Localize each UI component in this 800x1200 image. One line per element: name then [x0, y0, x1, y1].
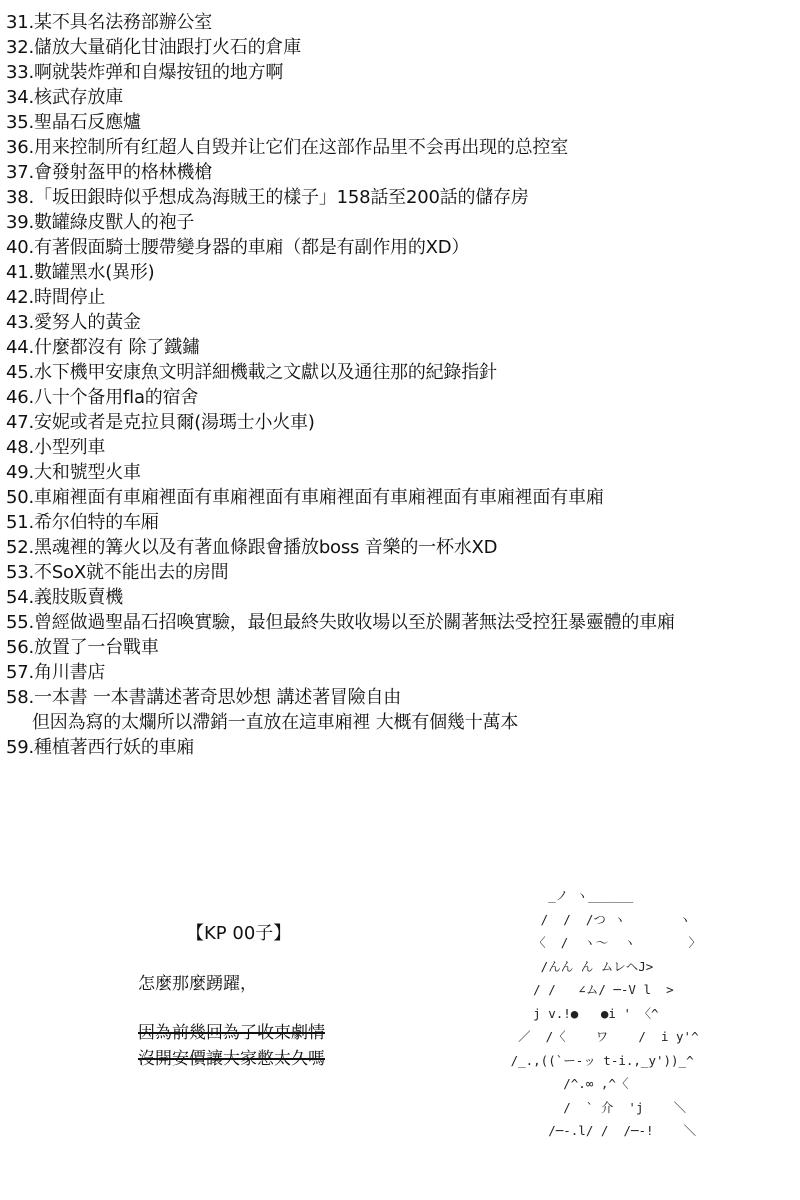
list-item: 35.聖晶石反應爐 [6, 112, 141, 133]
list-item: 36.用来控制所有红超人自毁并让它们在这部作品里不会再出现的总控室 [6, 137, 569, 158]
list-item: 37.會發射盔甲的格林機槍 [6, 162, 213, 183]
kp-speaker-title: 【KP 00子】 [186, 923, 292, 944]
list-item: 47.安妮或者是克拉貝爾(湯瑪士小火車) [6, 412, 315, 433]
list-item: 49.大和號型火車 [6, 462, 141, 483]
list-item: 54.義肢販賣機 [6, 587, 124, 608]
list-item: 50.車廂裡面有車廂裡面有車廂裡面有車廂裡面有車廂裡面有車廂裡面有車廂 [6, 487, 604, 508]
kp-struck-comment: 因為前幾回為了收束劇情 [138, 1023, 325, 1043]
list-item: 38.「坂田銀時似乎想成為海賊王的樣子」158話至200話的儲存房 [6, 187, 529, 208]
train-car-list [6, 10, 796, 760]
list-item: 59.種植著西行妖的車廂 [6, 737, 195, 758]
list-item-continuation: 但因為寫的太爛所以滯銷一直放在這車廂裡 大概有個幾十萬本 [32, 712, 519, 733]
list-item: 40.有著假面騎士腰帶變身器的車廂（都是有副作用的XD） [6, 237, 470, 258]
list-item: 53.不SoX就不能出去的房間 [6, 562, 229, 583]
list-item: 48.小型列車 [6, 437, 106, 458]
kp-struck-comment: 沒開安價讓大家憋太久嗎 [138, 1049, 325, 1069]
list-item: 46.八十个备用fla的宿舍 [6, 387, 199, 408]
list-item: 51.希尔伯特的车厢 [6, 512, 159, 533]
list-item: 31.某不具名法務部辦公室 [6, 12, 213, 33]
list-item: 57.角川書店 [6, 662, 106, 683]
list-item: 34.核武存放庫 [6, 87, 124, 108]
kp-comment: 怎麼那麼踴躍， [138, 974, 257, 994]
list-item: 56.放置了一台戰車 [6, 637, 159, 658]
list-item: 39.數罐綠皮獸人的袍子 [6, 212, 195, 233]
list-item: 33.啊就裝炸弹和自爆按钮的地方啊 [6, 62, 284, 83]
ascii-art-character: _ノ ヽ______ / / /つ ヽ ヽ 〈 / ヽ〜 ヽ 〉 /んん ん ムレヘJ> / / ∠ム/ ─-V l > j v.!● ●i ' 〈^ ／ /〈 ワ / i y'^ /_.,((`ー-ッ t-i.,_y'))_^ /^.∞ ,^〈 / ` 介 'j ＼ /─-.l/ / /─-! ＼ [510, 888, 702, 1138]
list-item: 32.儲放大量硝化甘油跟打火石的倉庫 [6, 37, 302, 58]
list-item: 58.一本書 一本書講述著奇思妙想 講述著冒險自由 [6, 687, 402, 708]
list-item: 52.黑魂裡的篝火以及有著血條跟會播放boss 音樂的一杯水XD [6, 537, 498, 558]
list-item: 44.什麼都沒有 除了鐵鏽 [6, 337, 200, 358]
list-item: 55.曾經做過聖晶石招喚實驗，最但最終失敗收場以至於關著無法受控狂暴靈體的車廂 [6, 612, 675, 633]
list-item: 43.愛努人的黃金 [6, 312, 141, 333]
list-item: 41.數罐黑水(異形) [6, 262, 155, 283]
list-item: 45.水下機甲安康魚文明詳細機載之文獻以及通往那的紀錄指針 [6, 362, 497, 383]
list-item: 42.時間停止 [6, 287, 106, 308]
